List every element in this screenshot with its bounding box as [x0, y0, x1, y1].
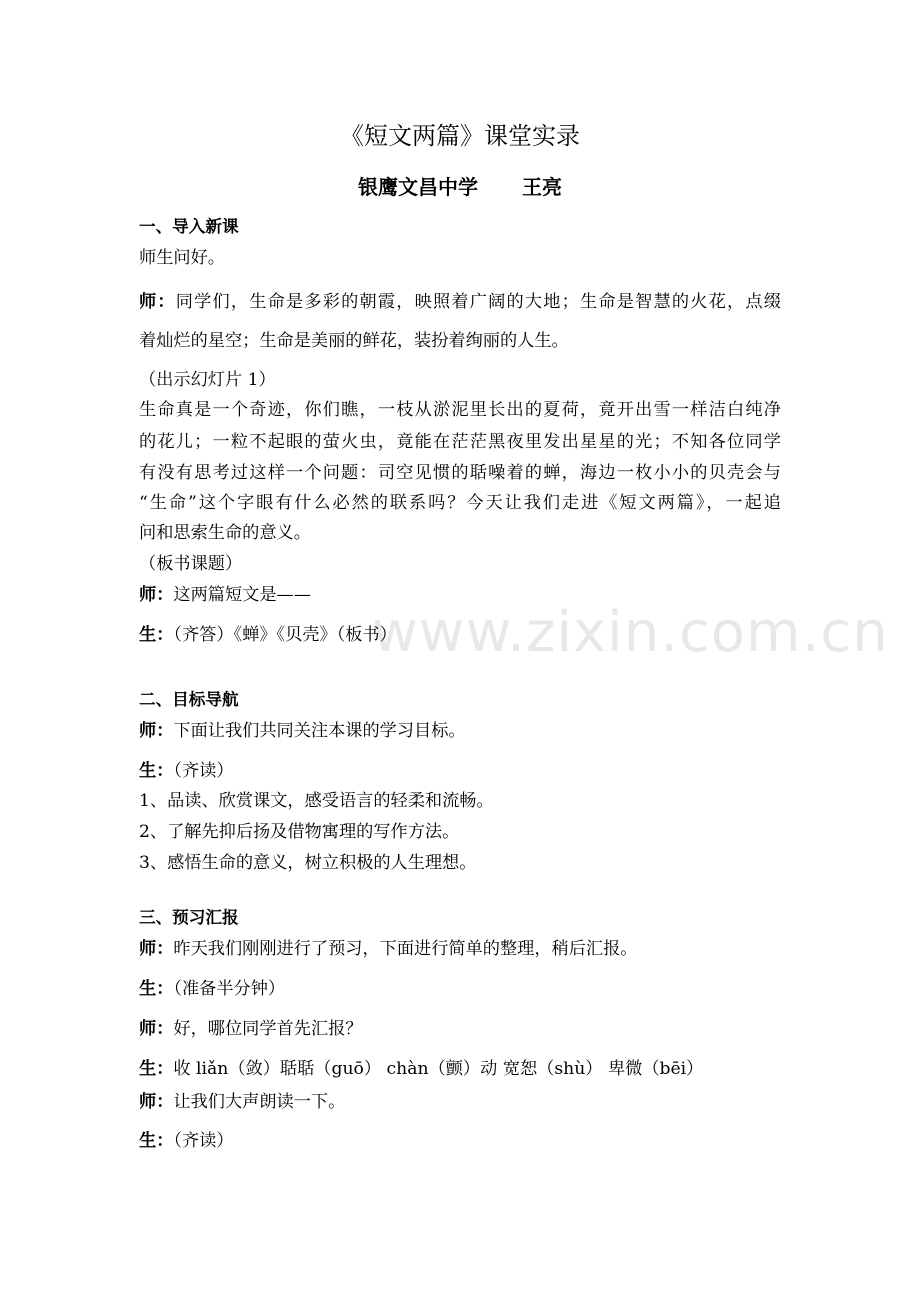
- teacher-text-continued: 着灿烂的星空；生命是美丽的鲜花，装扮着绚丽的人生。: [139, 331, 569, 351]
- author-name: 王亮: [522, 175, 562, 199]
- student-line: [139, 759, 234, 783]
- student-text: （准备半分钟）: [173, 979, 286, 999]
- paragraph-line: 的花儿；一粒不起眼的萤火虫，竟能在茫茫黑夜里发出星星的光；不知各位同学: [139, 432, 781, 452]
- speaker-label: 师：: [139, 1092, 174, 1112]
- author-line: [0, 172, 920, 202]
- speaker-label: 生：: [139, 979, 174, 999]
- speaker-label: 师：: [139, 939, 174, 959]
- paragraph-line: 问和思索生命的意义。: [139, 523, 311, 543]
- student-line: [139, 1129, 234, 1153]
- paragraph-line: 有没有思考过这样一个问题：司空见惯的聒噪着的蝉，海边一枚小小的贝壳会与: [139, 463, 781, 483]
- teacher-line: [139, 719, 466, 743]
- student-text: 收 liǎn（敛）聒聒（guō） chàn（颤）动 宽恕（shù） 卑微（bēi）: [173, 1059, 704, 1079]
- student-line: [139, 1057, 703, 1081]
- student-text: （齐读）: [173, 1131, 234, 1151]
- teacher-text: 好，哪位同学首先汇报？: [173, 1019, 363, 1039]
- goal-item: 1、品读、欣赏课文，感受语言的轻柔和流畅。: [139, 791, 494, 811]
- student-text: （齐读）: [173, 761, 234, 781]
- teacher-line: [139, 937, 637, 961]
- teacher-text: 下面让我们共同关注本课的学习目标。: [173, 721, 466, 741]
- watermark: www.zixin.com.cn: [372, 600, 889, 665]
- paragraph-line: 生命真是一个奇迹，你们瞧，一枝从淤泥里长出的夏荷，竟开出雪一样洁白纯净: [139, 400, 781, 420]
- section-heading-preview: 三、预习汇报: [139, 908, 239, 927]
- student-line: [139, 623, 397, 647]
- school-name: 银鹰文昌中学: [358, 175, 478, 199]
- section-heading-goals: 二、目标导航: [139, 690, 239, 709]
- teacher-line: [139, 290, 781, 314]
- speaker-label: 师：: [139, 585, 174, 605]
- slide-note: （出示幻灯片 1）: [139, 370, 276, 390]
- goal-item: 3、感悟生命的意义，树立积极的人生理想。: [139, 853, 477, 873]
- speaker-label: 师：: [139, 1019, 174, 1039]
- section-heading-intro: 一、导入新课: [139, 217, 239, 236]
- teacher-text: 这两篇短文是——: [173, 585, 311, 605]
- teacher-line: [139, 583, 311, 607]
- teacher-text: 让我们大声朗读一下。: [173, 1092, 346, 1112]
- document-title: 《短文两篇》课堂实录: [340, 122, 580, 150]
- speaker-label: 师：: [139, 721, 174, 741]
- teacher-text: 昨天我们刚刚进行了预习，下面进行简单的整理，稍后汇报。: [173, 939, 638, 959]
- student-line: [139, 977, 285, 1001]
- teacher-line: [139, 1017, 362, 1041]
- speaker-label: 生：: [139, 1131, 174, 1151]
- board-note: （板书课题）: [139, 554, 243, 574]
- speaker-label: 师：: [139, 292, 176, 312]
- paragraph-line: “生命”这个字眼有什么必然的联系吗？今天让我们走进《短文两篇》，一起追: [139, 493, 781, 513]
- teacher-line: [139, 1090, 345, 1114]
- speaker-label: 生：: [139, 761, 174, 781]
- teacher-text: 同学们，生命是多彩的朝霞，映照着广阔的大地；生命是智慧的火花，点缀: [175, 292, 781, 312]
- speaker-label: 生：: [139, 625, 174, 645]
- greeting-line: 师生问好。: [139, 248, 225, 268]
- goal-item: 2、了解先抑后扬及借物寓理的写作方法。: [139, 822, 460, 842]
- speaker-label: 生：: [139, 1059, 174, 1079]
- student-text: （齐答）《蝉》《贝壳》（板书）: [173, 625, 397, 645]
